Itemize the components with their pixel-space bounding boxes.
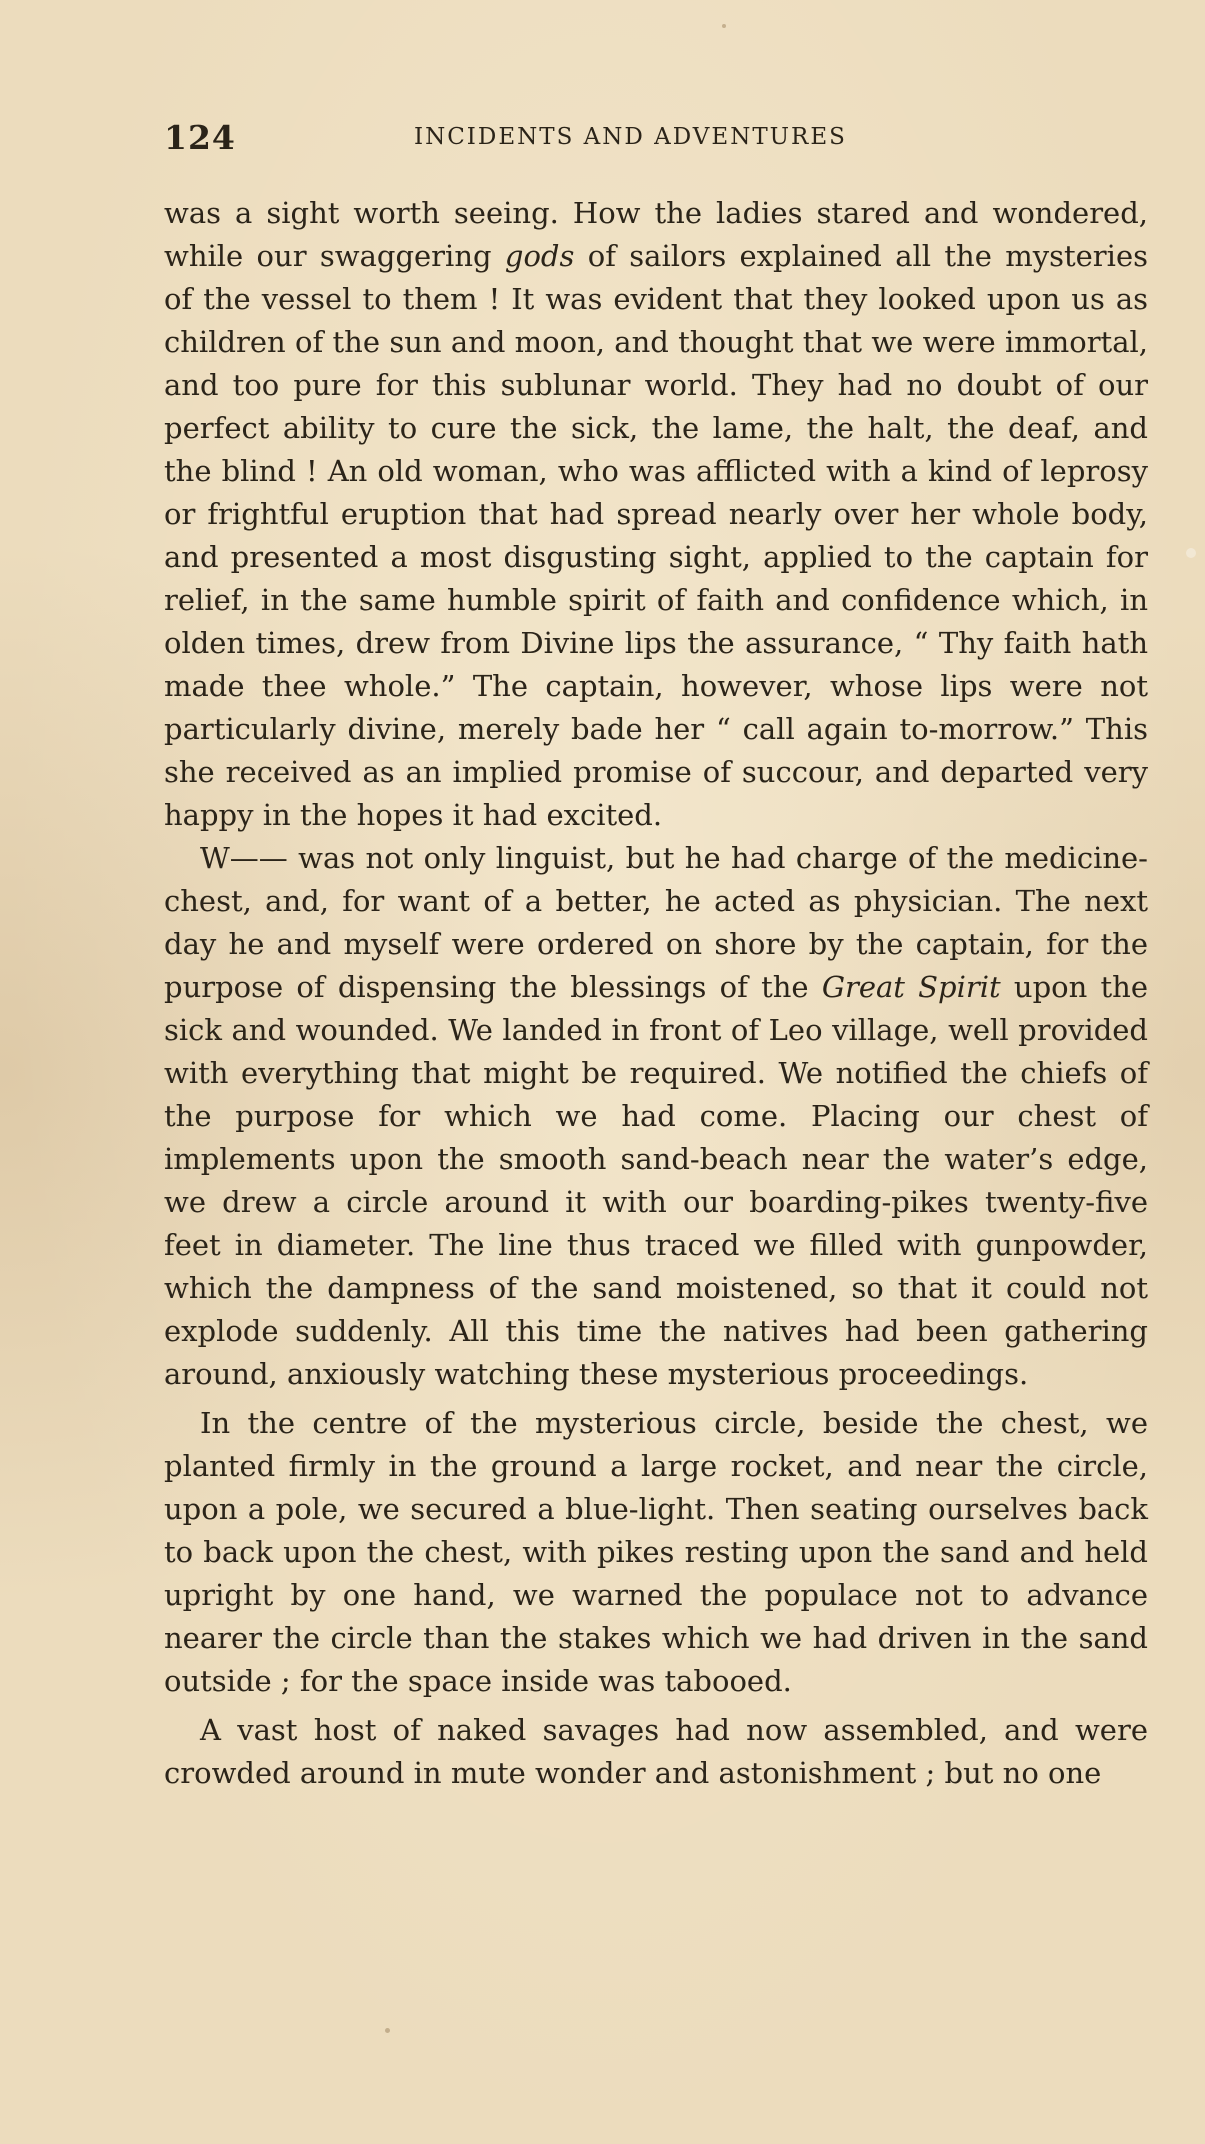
paragraph-3: In the centre of the mysterious circle, beside the chest, we planted firmly in the ground a large rocket, and near the circle, upon a pole, we secured a blue-light. Then seating ourselves back to back upon the chest, with pikes resting upon the sand and held upright by one hand, we warned the populace not to advance nearer the circle than the stakes which we had driven in the sand outside ; for the space inside was tabooed. bbox=[164, 1406, 1148, 1698]
paper-speck bbox=[385, 2028, 390, 2033]
paragraph-4: A vast host of naked savages had now assembled, and were crowded around in mute wonder and astonishment ; but no one bbox=[164, 1713, 1148, 1790]
book-page bbox=[164, 118, 1148, 1795]
running-title: INCIDENTS AND ADVENTURES bbox=[414, 124, 847, 150]
italic-great-spirit: Great Spirit bbox=[821, 970, 1001, 1004]
running-head bbox=[164, 118, 1148, 162]
italic-gods: gods bbox=[504, 239, 575, 273]
page-number: 124 bbox=[164, 118, 236, 157]
paragraph-2: W—— was not only linguist, but he had charge of the medicine-chest, and, for want of a better, he acted as physician. The next day he and myself were ordered on shore by the captain, for the purpose of dispensing the blessings of the Great Spirit upon the sick and wounded. We landed in front of Leo village, well provided with everything that might be required. We notified the chiefs of the purpose for which we had come. Placing our chest of implements upon the smooth sand-beach near the water’s edge, we drew a circle around it with our boarding-pikes twenty-five feet in diameter. The line thus traced we filled with gunpowder, which the dampness of the sand moistened, so that it could not explode suddenly. All this time the natives had been gathering around, anxiously watching these mysterious proceedings. bbox=[164, 841, 1148, 1391]
paper-speck bbox=[722, 24, 726, 28]
paper-speck bbox=[1186, 548, 1196, 558]
paragraph-1: was a sight worth seeing. How the ladies stared and wondered, while our swaggering gods of sailors explained all the mysteries of the vessel to them ! It was evident that they looked upon us as children of the sun and moon, and thought that we were immortal, and too pure for this sublunar world. They had no doubt of our perfect ability to cure the sick, the lame, the halt, the deaf, and the blind ! An old woman, who was afflicted with a kind of leprosy or frightful eruption that had spread nearly over her whole body, and presented a most disgusting sight, applied to the captain for relief, in the same humble spirit of faith and confidence which, in olden times, drew from Divine lips the assurance, “ Thy faith hath made thee whole.” The captain, however, whose lips were not particularly divine, merely bade her “ call again to-morrow.” This she received as an implied promise of succour, and departed very happy in the hopes it had excited. bbox=[164, 196, 1148, 832]
body-text bbox=[164, 192, 1148, 1795]
